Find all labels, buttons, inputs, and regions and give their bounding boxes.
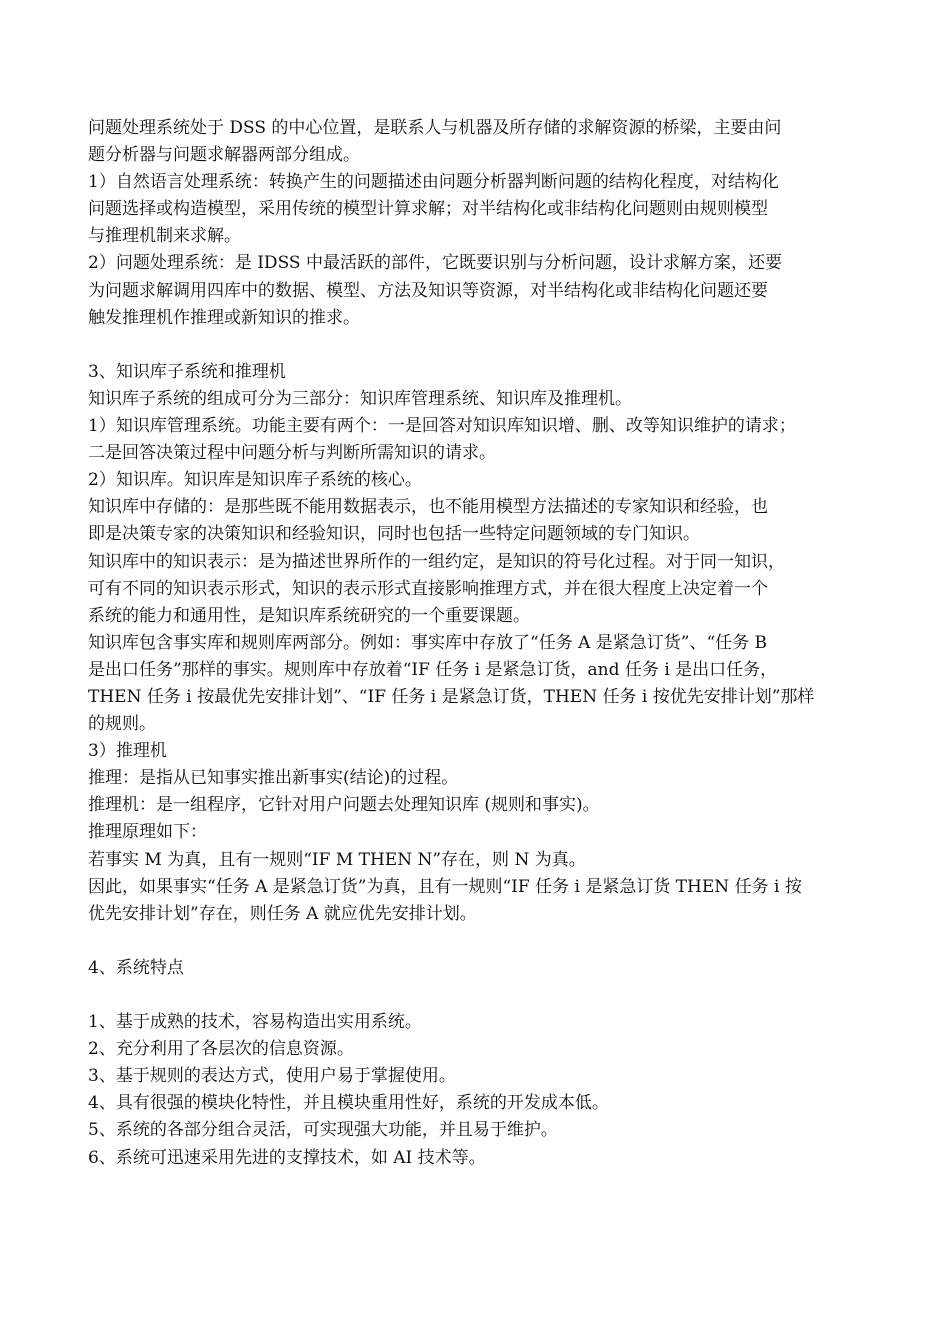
text-line: 问题选择或构造模型，采用传统的模型计算求解；对半结构化或非结构化问题则由规则模型 — [88, 199, 768, 220]
blank-line — [88, 982, 878, 1009]
blank-line — [88, 928, 878, 955]
text-line: 3）推理机 — [88, 741, 167, 762]
text-line: 是出口任务”那样的事实。规则库中存放着“IF 任务 i 是紧急订货，and 任务 i 是出口任务， — [88, 659, 778, 680]
text-line: THEN 任务 i 按最优先安排计划”、“IF 任务 i 是紧急订货，THEN 任务 i 按优先安排计划”那样 — [88, 686, 815, 707]
text-line: 即是决策专家的决策知识和经验知识，同时也包括一些特定问题领域的专门知识。 — [88, 524, 700, 545]
list-item: 4、具有很强的模块化特性，并且模块重用性好，系统的开发成本低。 — [88, 1093, 609, 1114]
text-line: 与推理机制来求解。 — [88, 226, 241, 247]
text-line: 推理：是指从已知事实推出新事实(结论)的过程。 — [88, 768, 459, 789]
text-line: 知识库包含事实库和规则库两部分。例如：事实库中存放了“任务 A 是紧急订货”、“任务 B — [88, 632, 768, 653]
list-item: 2、充分利用了各层次的信息资源。 — [88, 1039, 354, 1060]
text-line: 知识库中存储的：是那些既不能用数据表示，也不能用模型方法描述的专家知识和经验，也 — [88, 497, 768, 518]
section-heading: 3、知识库子系统和推理机 — [88, 361, 286, 382]
text-line: 触发推理机作推理或新知识的推求。 — [88, 307, 360, 328]
text-line: 2）问题处理系统：是 IDSS 中最活跃的部件，它既要识别与分析问题，设计求解方案，还要 — [88, 253, 782, 274]
list-item: 5、系统的各部分组合灵活，可实现强大功能，并且易于维护。 — [88, 1120, 558, 1141]
text-line: 的规则。 — [88, 714, 156, 735]
text-line: 因此，如果事实“任务 A 是紧急订货”为真，且有一规则“IF 任务 i 是紧急订货 THEN 任务 i 按 — [88, 876, 802, 897]
text-line: 推理机：是一组程序，它针对用户问题去处理知识库 (规则和事实)。 — [88, 795, 600, 816]
section-heading: 4、系统特点 — [88, 957, 184, 978]
text-line: 推理原理如下： — [88, 822, 207, 843]
blank-line — [88, 332, 878, 359]
text-line: 可有不同的知识表示形式，知识的表示形式直接影响推理方式，并在很大程度上决定着一个 — [88, 578, 768, 599]
text-line: 若事实 M 为真，且有一规则“IF M THEN N”存在，则 N 为真。 — [88, 849, 586, 870]
list-item: 1、基于成熟的技术，容易构造出实用系统。 — [88, 1012, 422, 1033]
text-line: 问题处理系统处于 DSS 的中心位置，是联系人与机器及所存储的求解资源的桥梁，主要由问 — [88, 118, 782, 138]
text-line: 为问题求解调用四库中的数据、模型、方法及知识等资源，对半结构化或非结构化问题还要 — [88, 280, 768, 301]
text-line: 二是回答决策过程中问题分析与判断所需知识的请求。 — [88, 443, 496, 464]
text-line: 优先安排计划”存在，则任务 A 就应优先安排计划。 — [88, 903, 477, 924]
text-line: 知识库中的知识表示：是为描述世界所作的一组约定，是知识的符号化过程。对于同一知识， — [88, 551, 785, 572]
text-line: 知识库子系统的组成可分为三部分：知识库管理系统、知识库及推理机。 — [88, 388, 632, 409]
text-line: 系统的能力和通用性，是知识库系统研究的一个重要课题。 — [88, 605, 530, 626]
list-item: 3、基于规则的表达方式，使用户易于掌握使用。 — [88, 1066, 456, 1087]
text-line: 1）自然语言处理系统：转换产生的问题描述由问题分析器判断问题的结构化程度，对结构化 — [88, 172, 779, 193]
text-line: 2）知识库。知识库是知识库子系统的核心。 — [88, 470, 422, 491]
document-body — [88, 115, 878, 1172]
text-line: 1）知识库管理系统。功能主要有两个：一是回答对知识库知识增、删、改等知识维护的请求； — [88, 416, 796, 437]
text-line: 题分析器与问题求解器两部分组成。 — [88, 145, 360, 166]
list-item: 6、系统可迅速采用先进的支撑技术，如 AI 技术等。 — [88, 1147, 486, 1168]
